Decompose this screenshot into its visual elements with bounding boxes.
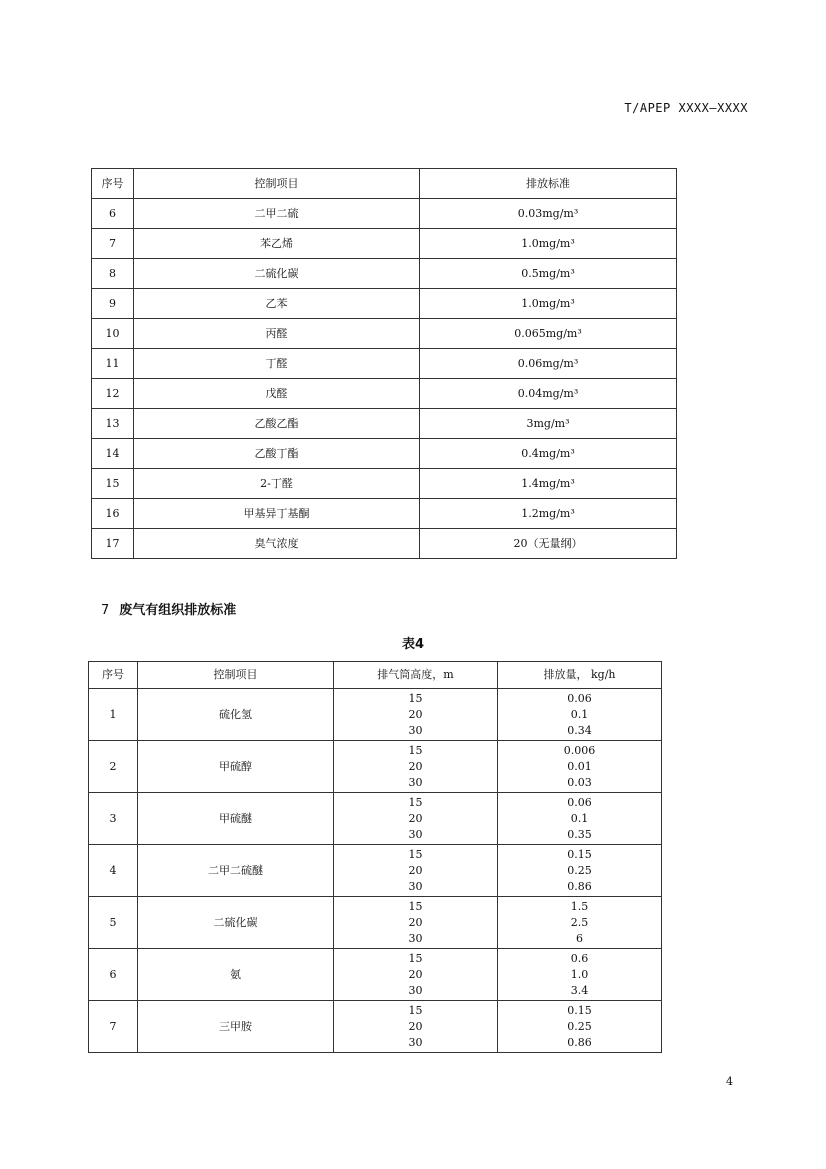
emission-rate-value: 0.1 bbox=[570, 707, 589, 721]
emission-rate-value: 0.25 bbox=[567, 863, 592, 877]
header-item: 控制项目 bbox=[138, 662, 334, 689]
stack-height-value: 20 bbox=[408, 759, 423, 773]
stack-height-value: 30 bbox=[408, 983, 423, 997]
table-row bbox=[92, 229, 677, 259]
table-header-row bbox=[92, 169, 677, 199]
emission-rate-value: 0.86 bbox=[567, 1035, 592, 1049]
stack-height-value: 15 bbox=[408, 899, 423, 913]
cell-no: 4 bbox=[89, 845, 138, 897]
cell-item: 三甲胺 bbox=[138, 1001, 334, 1053]
emission-rate-value: 0.25 bbox=[567, 1019, 592, 1033]
emission-rate-value: 0.15 bbox=[567, 1003, 592, 1017]
emission-rate-value: 6 bbox=[576, 931, 583, 945]
page-number: 4 bbox=[726, 1075, 733, 1088]
cell-no: 6 bbox=[92, 199, 134, 229]
emission-rate-value: 0.6 bbox=[570, 951, 589, 965]
emission-rate-value: 0.06 bbox=[567, 795, 592, 809]
cell-no: 1 bbox=[89, 689, 138, 741]
table-row bbox=[92, 529, 677, 559]
stack-height-value: 30 bbox=[408, 931, 423, 945]
cell-emission-rates bbox=[498, 793, 662, 845]
cell-no: 10 bbox=[92, 319, 134, 349]
stack-height-value: 20 bbox=[408, 811, 423, 825]
cell-stack-heights bbox=[334, 897, 498, 949]
header-standard: 排放标准 bbox=[420, 169, 677, 199]
cell-no: 13 bbox=[92, 409, 134, 439]
header-emission-rate: 排放量， kg/h bbox=[498, 662, 662, 689]
cell-item: 二硫化碳 bbox=[134, 259, 420, 289]
table-header-row bbox=[89, 662, 662, 689]
stack-height-value: 15 bbox=[408, 743, 423, 757]
cell-stack-heights bbox=[334, 949, 498, 1001]
stack-height-value: 20 bbox=[408, 863, 423, 877]
cell-item: 臭气浓度 bbox=[134, 529, 420, 559]
cell-standard: 0.04mg/m³ bbox=[420, 379, 677, 409]
cell-standard: 0.06mg/m³ bbox=[420, 349, 677, 379]
cell-item: 丙醛 bbox=[134, 319, 420, 349]
cell-no: 14 bbox=[92, 439, 134, 469]
table-row bbox=[89, 897, 662, 949]
table-row bbox=[89, 793, 662, 845]
cell-standard: 1.0mg/m³ bbox=[420, 289, 677, 319]
cell-standard: 3mg/m³ bbox=[420, 409, 677, 439]
cell-item: 二硫化碳 bbox=[138, 897, 334, 949]
stack-height-value: 15 bbox=[408, 795, 423, 809]
emission-rate-value: 0.35 bbox=[567, 827, 592, 841]
cell-item: 甲基异丁基酮 bbox=[134, 499, 420, 529]
cell-emission-rates bbox=[498, 897, 662, 949]
stack-height-value: 30 bbox=[408, 1035, 423, 1049]
emission-standard-table bbox=[91, 168, 677, 559]
cell-emission-rates bbox=[498, 949, 662, 1001]
emission-rate-value: 1.0 bbox=[570, 967, 589, 981]
header-no: 序号 bbox=[92, 169, 134, 199]
cell-no: 16 bbox=[92, 499, 134, 529]
cell-standard: 1.4mg/m³ bbox=[420, 469, 677, 499]
emission-rate-value: 0.86 bbox=[567, 879, 592, 893]
cell-item: 乙酸丁酯 bbox=[134, 439, 420, 469]
cell-stack-heights bbox=[334, 845, 498, 897]
table-row bbox=[92, 199, 677, 229]
cell-emission-rates bbox=[498, 741, 662, 793]
cell-item: 2-丁醛 bbox=[134, 469, 420, 499]
emission-rate-value: 0.15 bbox=[567, 847, 592, 861]
cell-no: 5 bbox=[89, 897, 138, 949]
cell-item: 二甲二硫 bbox=[134, 199, 420, 229]
cell-stack-heights bbox=[334, 793, 498, 845]
table-row bbox=[89, 741, 662, 793]
table-row bbox=[89, 1001, 662, 1053]
header-item: 控制项目 bbox=[134, 169, 420, 199]
cell-item: 硫化氢 bbox=[138, 689, 334, 741]
cell-standard: 1.0mg/m³ bbox=[420, 229, 677, 259]
cell-no: 9 bbox=[92, 289, 134, 319]
cell-no: 2 bbox=[89, 741, 138, 793]
table-row bbox=[89, 949, 662, 1001]
emission-rate-value: 0.1 bbox=[570, 811, 589, 825]
table-row bbox=[92, 439, 677, 469]
emission-rate-value: 0.03 bbox=[567, 775, 592, 789]
emission-rate-value: 1.5 bbox=[570, 899, 589, 913]
cell-no: 11 bbox=[92, 349, 134, 379]
cell-item: 苯乙烯 bbox=[134, 229, 420, 259]
cell-standard: 0.03mg/m³ bbox=[420, 199, 677, 229]
section-number: 7 bbox=[101, 603, 110, 618]
stack-height-value: 30 bbox=[408, 723, 423, 737]
emission-rate-value: 0.006 bbox=[563, 743, 596, 757]
document-code: T/APEP XXXX—XXXX bbox=[624, 101, 748, 115]
cell-item: 戊醛 bbox=[134, 379, 420, 409]
emission-rate-value: 0.01 bbox=[567, 759, 592, 773]
stack-height-value: 30 bbox=[408, 775, 423, 789]
stack-height-value: 15 bbox=[408, 951, 423, 965]
stack-height-value: 20 bbox=[408, 915, 423, 929]
emission-rate-value: 3.4 bbox=[570, 983, 589, 997]
emission-rate-value: 2.5 bbox=[570, 915, 589, 929]
cell-item: 氨 bbox=[138, 949, 334, 1001]
table-row bbox=[92, 469, 677, 499]
cell-stack-heights bbox=[334, 689, 498, 741]
header-no: 序号 bbox=[89, 662, 138, 689]
stack-emission-table bbox=[88, 661, 662, 1053]
stack-height-value: 20 bbox=[408, 967, 423, 981]
cell-no: 17 bbox=[92, 529, 134, 559]
section-heading bbox=[101, 599, 236, 618]
cell-standard: 0.4mg/m³ bbox=[420, 439, 677, 469]
table-row bbox=[92, 319, 677, 349]
cell-no: 12 bbox=[92, 379, 134, 409]
stack-height-value: 20 bbox=[408, 707, 423, 721]
table-caption: 表4 bbox=[401, 637, 425, 652]
table-row bbox=[92, 499, 677, 529]
table-row bbox=[92, 349, 677, 379]
cell-item: 乙酸乙酯 bbox=[134, 409, 420, 439]
emission-rate-value: 0.34 bbox=[567, 723, 592, 737]
table-row bbox=[89, 845, 662, 897]
cell-standard: 20（无量纲） bbox=[420, 529, 677, 559]
cell-standard: 0.065mg/m³ bbox=[420, 319, 677, 349]
cell-stack-heights bbox=[334, 741, 498, 793]
cell-no: 8 bbox=[92, 259, 134, 289]
cell-emission-rates bbox=[498, 845, 662, 897]
cell-item: 丁醛 bbox=[134, 349, 420, 379]
cell-no: 3 bbox=[89, 793, 138, 845]
stack-height-value: 20 bbox=[408, 1019, 423, 1033]
cell-item: 二甲二硫醚 bbox=[138, 845, 334, 897]
cell-emission-rates bbox=[498, 1001, 662, 1053]
stack-height-value: 15 bbox=[408, 847, 423, 861]
stack-height-value: 30 bbox=[408, 879, 423, 893]
cell-no: 15 bbox=[92, 469, 134, 499]
cell-item: 甲硫醚 bbox=[138, 793, 334, 845]
stack-height-value: 15 bbox=[408, 691, 423, 705]
cell-no: 7 bbox=[89, 1001, 138, 1053]
cell-stack-heights bbox=[334, 1001, 498, 1053]
section-title-text: 废气有组织排放标准 bbox=[119, 603, 237, 618]
cell-no: 6 bbox=[89, 949, 138, 1001]
table-row bbox=[92, 409, 677, 439]
stack-height-value: 15 bbox=[408, 1003, 423, 1017]
emission-rate-value: 0.06 bbox=[567, 691, 592, 705]
cell-item: 甲硫醇 bbox=[138, 741, 334, 793]
table-row bbox=[89, 689, 662, 741]
table-row bbox=[92, 379, 677, 409]
stack-height-value: 30 bbox=[408, 827, 423, 841]
cell-standard: 1.2mg/m³ bbox=[420, 499, 677, 529]
header-stack-height: 排气筒高度，m bbox=[334, 662, 498, 689]
cell-emission-rates bbox=[498, 689, 662, 741]
table-row bbox=[92, 259, 677, 289]
table-row bbox=[92, 289, 677, 319]
cell-no: 7 bbox=[92, 229, 134, 259]
cell-item: 乙苯 bbox=[134, 289, 420, 319]
cell-standard: 0.5mg/m³ bbox=[420, 259, 677, 289]
